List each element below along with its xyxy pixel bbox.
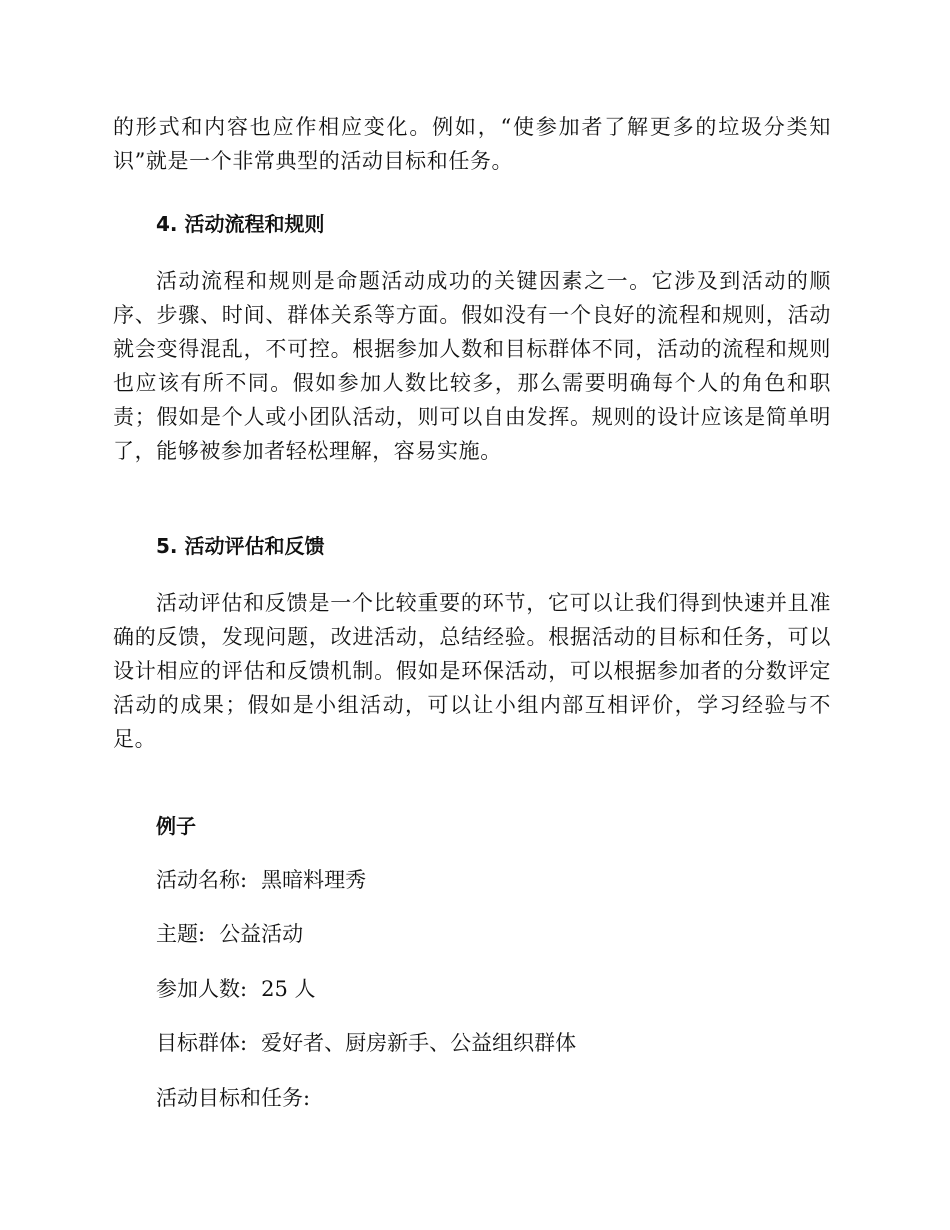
paragraph-activity-evaluation: 活动评估和反馈是一个比较重要的环节，它可以让我们得到快速并且准确的反馈，发现问题，改进活动，总结经验。根据活动的目标和任务，可以设计相应的评估和反馈机制。假如是环保活动，可以根据参加者的分数评定活动的成果；假如是小组活动，可以让小组内部互相评价，学习经验与不足。 xyxy=(113,591,831,751)
field-target-group xyxy=(156,1028,576,1058)
paragraph-activity-flow: 活动流程和规则是命题活动成功的关键因素之一。它涉及到活动的顺序、步骤、时间、群体关系等方面。假如没有一个良好的流程和规则，活动就会变得混乱，不可控。根据参加人数和目标群体不同，活动的流程和规则也应该有所不同。假如参加人数比较多，那么需要明确每个人的角色和职责；假如是个人或小团队活动，则可以自由发挥。规则的设计应该是简单明了，能够被参加者轻松理解，容易实施。 xyxy=(113,269,831,463)
heading-activity-flow: 4. 活动流程和规则 xyxy=(156,212,325,236)
heading-activity-evaluation: 5. 活动评估和反馈 xyxy=(156,534,325,558)
field-label: 参加人数: xyxy=(156,977,248,1001)
field-goals-and-tasks xyxy=(156,1083,310,1113)
heading-example: 例子 xyxy=(156,814,196,838)
field-value: 黑暗料理秀 xyxy=(261,868,367,892)
field-label: 主题: xyxy=(156,922,206,946)
field-label: 目标群体: xyxy=(156,1031,248,1055)
field-theme xyxy=(156,919,303,949)
field-value: 公益活动 xyxy=(219,922,304,946)
field-value: 25 人 xyxy=(261,977,316,1001)
field-label: 活动名称: xyxy=(156,868,248,892)
field-value: 爱好者、厨房新手、公益组织群体 xyxy=(261,1031,577,1055)
paragraph-continuation: 的形式和内容也应作相应变化。例如，“使参加者了解更多的垃圾分类知识”就是一个非常典型的活动目标和任务。 xyxy=(113,115,831,173)
field-participant-count xyxy=(156,974,315,1004)
field-activity-name xyxy=(156,865,366,895)
field-label: 活动目标和任务: xyxy=(156,1086,311,1110)
